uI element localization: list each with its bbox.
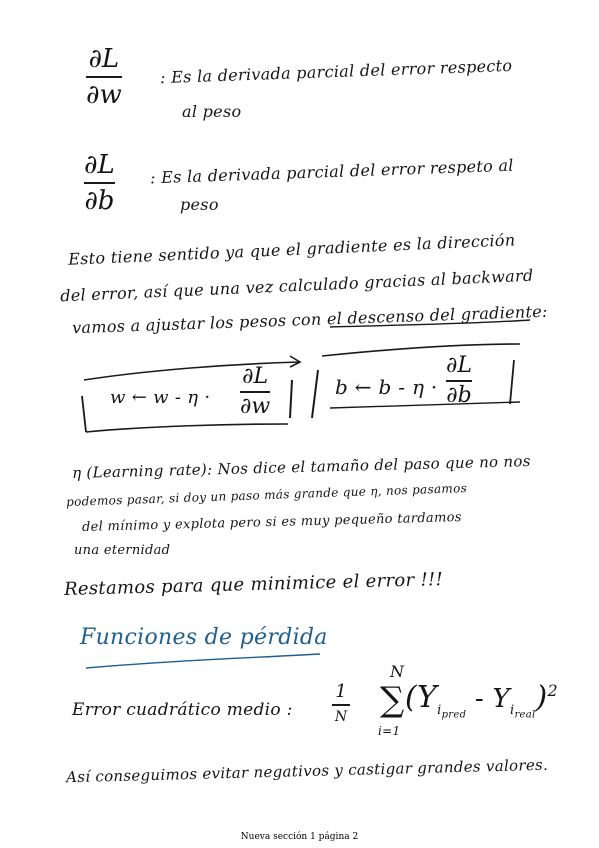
paragraph-gradient-line2: del error, así que una vez calculado gracias al backward bbox=[59, 265, 534, 306]
paragraph-learning-rate-line2: podemos pasar, si doy un paso más grande que η, nos pasamos bbox=[65, 481, 468, 509]
fraction-denominator: ∂b bbox=[446, 383, 472, 408]
paragraph-learning-rate-line4: una eternidad bbox=[74, 543, 171, 558]
formula-b-box-right bbox=[510, 360, 514, 404]
closing-sentence: Así conseguimos evitar negativos y castigar grandes valores. bbox=[65, 755, 549, 787]
heading-underline bbox=[86, 654, 320, 668]
formula-b-box-top bbox=[322, 344, 520, 356]
mse-sub-real: real bbox=[514, 709, 536, 721]
mse-label: Error cuadrático medio : bbox=[72, 700, 293, 720]
formula-w-box-bottom bbox=[86, 424, 288, 432]
definition-dl-db-line1: : Es la derivada parcial del error respeto al bbox=[149, 155, 514, 188]
fraction-numerator: 1 bbox=[335, 681, 347, 702]
definition-dl-dw-line2: al peso bbox=[182, 102, 242, 121]
formula-w-box-left bbox=[82, 396, 86, 432]
paragraph-learning-rate-line1: η (Learning rate): Nos dice el tamaño del paso que no nos bbox=[71, 451, 531, 483]
mse-open: (Y bbox=[405, 680, 438, 715]
paragraph-learning-rate-line3: del mínimo y explota pero si es muy pequeño tardamos bbox=[81, 510, 462, 535]
mse-close: ) bbox=[535, 680, 548, 715]
fraction-numerator: ∂L bbox=[242, 364, 269, 389]
formula-separator-1 bbox=[290, 380, 292, 418]
formula-b-lhs: b ← b - η · bbox=[335, 375, 438, 399]
fraction-denominator: N bbox=[334, 709, 348, 725]
definition-dl-dw-line1: : Es la derivada parcial del error respecto bbox=[159, 55, 513, 88]
paragraph-gradient-line1: Esto tiene sentido ya que el gradiente es la dirección bbox=[67, 230, 516, 269]
sum-symbol: ∑ bbox=[380, 680, 405, 720]
mse-sub-i2: i bbox=[509, 703, 515, 718]
section-heading-loss-functions: Funciones de pérdida bbox=[80, 625, 328, 650]
restamos-note: Restamos para que minimice el error !!! bbox=[63, 569, 444, 600]
underline-descenso bbox=[330, 320, 530, 327]
fraction-denominator: ∂w bbox=[240, 394, 271, 419]
fraction-denominator: ∂b bbox=[84, 186, 115, 216]
fraction-numerator: ∂L bbox=[88, 44, 120, 74]
fraction-numerator: ∂L bbox=[84, 150, 115, 180]
page-footer: Nueva sección 1 página 2 bbox=[240, 832, 359, 842]
formula-w-box-top bbox=[84, 362, 300, 380]
formula-b-box-bottom bbox=[330, 402, 520, 408]
fraction-numerator: ∂L bbox=[446, 353, 472, 378]
mse-minus: - Y bbox=[466, 684, 510, 714]
sum-lower-limit: i=1 bbox=[378, 724, 401, 738]
sum-upper-limit: N bbox=[390, 662, 405, 681]
mse-sub-i: i bbox=[437, 703, 442, 718]
paragraph-gradient-line3: vamos a ajustar los pesos con el descenso del gradiente: bbox=[71, 301, 548, 338]
definition-dl-db-line2: peso bbox=[180, 195, 219, 214]
fraction-denominator: ∂w bbox=[86, 80, 122, 110]
mse-sub-pred: pred bbox=[441, 709, 467, 721]
formula-separator-2 bbox=[312, 370, 318, 418]
formula-w-lhs: w ← w - η · bbox=[110, 387, 211, 408]
mse-exponent: 2 bbox=[547, 681, 558, 700]
